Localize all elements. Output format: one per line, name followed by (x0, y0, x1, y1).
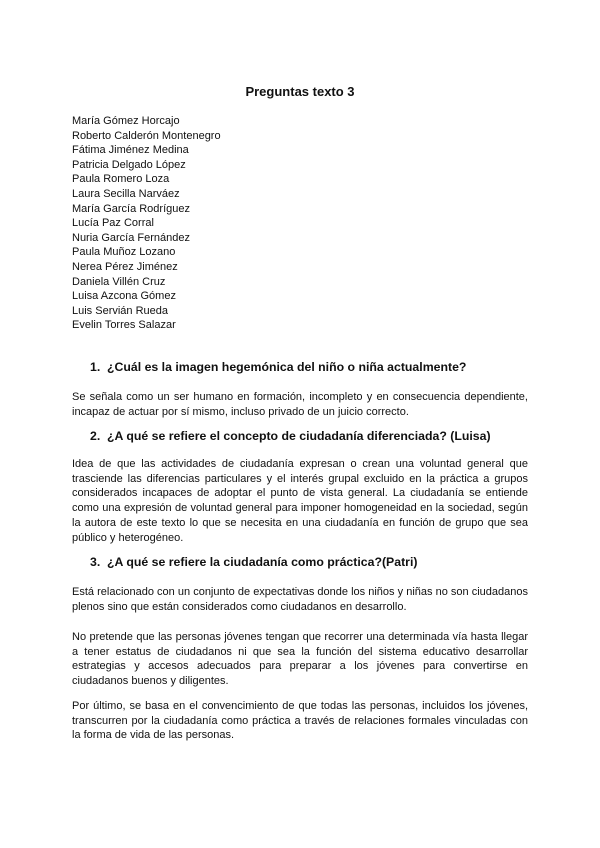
author-name: Nerea Pérez Jiménez (72, 260, 178, 273)
author-name: María Gómez Horcajo (72, 115, 180, 127)
author-name: Lucía Paz Corral (72, 217, 154, 230)
author-name: Paula Romero Loza (72, 173, 170, 186)
author-list (72, 114, 221, 333)
author-name: Nuria García Fernández (72, 231, 190, 244)
author-name: Fátima Jiménez Medina (72, 144, 189, 157)
question-number: 2. (90, 429, 101, 443)
author-name: Patricia Delgado López (72, 158, 186, 171)
question-number: 3. (90, 555, 101, 569)
author-name: Luisa Azcona Gómez (72, 290, 176, 303)
author-name: Daniela Villén Cruz (72, 275, 166, 288)
question-text: ¿Cuál es la imagen hegemónica del niño o niña actualmente? (107, 360, 467, 374)
author-name: Laura Secilla Narváez (72, 187, 180, 200)
document-title: Preguntas texto 3 (245, 84, 355, 99)
answer-paragraph: Idea de que las actividades de ciudadanía expresan o crean una voluntad general que trasciende las diferencias particulares y el interés grupal excluido en la práctica a grupos considerados incapaces de adoptar el punto de vista general. La ciudadanía se entiende como una expresión de voluntad general para imponer homogeneidad en la sociedad, según la autora de este texto lo que se necesita en una ciudadanía en función de grupo que sea público y heterogéneo. (72, 458, 528, 544)
question-number: 1. (90, 360, 101, 374)
author-name: Paula Muñoz Lozano (72, 246, 176, 259)
question-heading-2 (90, 429, 491, 443)
answer-paragraph: Por último, se basa en el convencimiento de que todas las personas, incluidos los jóvenes, transcurren por la ciudadanía como práctica a través de relaciones formales vinculadas con la forma de vida de las personas. (72, 700, 528, 742)
question-text: ¿A qué se refiere el concepto de ciudadanía diferenciada? (Luisa) (107, 429, 491, 443)
author-name: Luis Servián Rueda (72, 304, 169, 317)
question-heading-3 (90, 555, 417, 569)
answer-paragraph: No pretende que las personas jóvenes tengan que recorrer una determinada vía hasta llegar a tener estatus de ciudadanos ni que sea la función del sistema educativo desarrollar estrategias y accesos adecuados para preparar a los jóvenes para convertirse en ciudadanos buenos y diligentes. (72, 631, 528, 688)
answer-paragraph: Se señala como un ser humano en formación, incompleto y en consecuencia dependiente, incapaz de actuar por sí mismo, incluso privado de un juicio correcto. (72, 391, 528, 418)
author-name: Roberto Calderón Montenegro (72, 129, 221, 142)
question-heading-1 (90, 360, 466, 374)
answer-paragraph: Está relacionado con un conjunto de expectativas donde los niños y niñas no son ciudadanos plenos sino que están considerados como ciudadanos en desarrollo. (72, 586, 528, 613)
author-name: María García Rodríguez (72, 202, 190, 215)
question-text: ¿A qué se refiere la ciudadanía como práctica?(Patri) (107, 555, 418, 569)
author-name: Evelin Torres Salazar (72, 319, 176, 332)
